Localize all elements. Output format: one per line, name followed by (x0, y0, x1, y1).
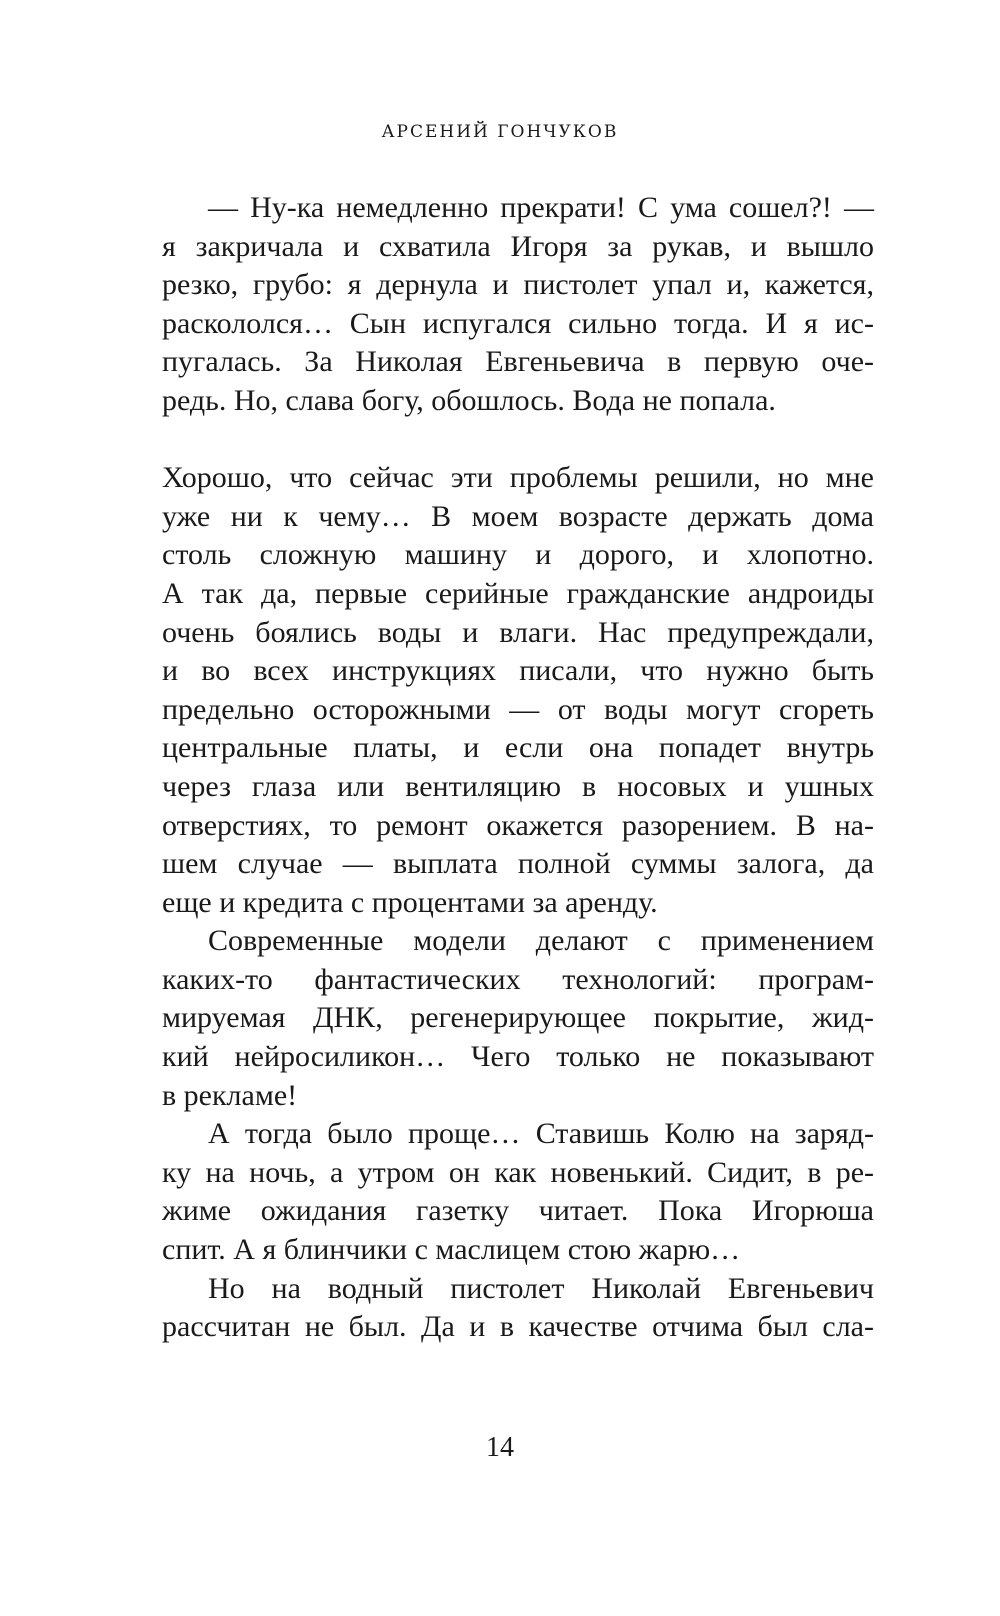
text-line: спит. А я блинчики с маслицем стою жарю… (162, 1233, 741, 1267)
text-line: Но на водный пистолет Николай Евгеньевич (208, 1271, 874, 1305)
text-line: ку на ночь, а утром он как новенький. Сидит, в ре- (162, 1155, 874, 1189)
text-line: в рекламе! (162, 1078, 298, 1112)
text-line: А тогда было проще… Ставишь Колю на заряд- (208, 1117, 874, 1151)
text-line: столь сложную машину и дорого, и хлопотно. (162, 538, 874, 572)
text-line: пугалась. За Николая Евгеньевича в первую оче- (162, 345, 874, 379)
text-line: — Ну-ка немедленно прекрати! С ума сошел?! — (208, 191, 874, 224)
text-line: отверстиях, то ремонт окажется разорением. В на- (162, 808, 874, 842)
text-line: мируемая ДНК, регенерирующее покрытие, жид- (162, 1001, 874, 1035)
text-line: редь. Но, слава богу, обошлось. Вода не попала. (162, 383, 776, 417)
text-line: и во всех инструкциях писали, что нужно быть (162, 654, 874, 688)
text-line: я закричала и схватила Игоря за рукав, и вышло (162, 229, 874, 263)
text-line: кий нейросиликон… Чего только не показывают (162, 1040, 874, 1074)
text-line: А так да, первые серийные гражданские андроиды (162, 576, 874, 610)
text-line: шем случае — выплата полной суммы залога, да (162, 847, 874, 881)
running-head-author: АРСЕНИЙ ГОНЧУКОВ (381, 122, 619, 142)
text-line: центральные платы, и если она попадет внутрь (162, 731, 874, 765)
text-line: еще и кредита с процентами за аренду. (162, 885, 658, 919)
text-line: Современные модели делают с применением (208, 924, 874, 958)
section-break (162, 421, 874, 460)
text-line: жиме ожидания газетку читает. Пока Игорюша (162, 1194, 874, 1228)
text-line: раскололся… Сын испугался сильно тогда. И я ис- (162, 306, 874, 340)
text-line: рассчитан не был. Да и в качестве отчима был сла- (162, 1310, 874, 1344)
text-line: резко, грубо: я дернула и пистолет упал и, кажется, (162, 268, 874, 302)
text-line: уже ни к чему… В моем возрасте держать дома (162, 499, 874, 533)
text-line: очень боялись воды и влаги. Нас предупреждали, (162, 615, 874, 649)
main-text (162, 189, 874, 1347)
page-number: 14 (486, 1432, 514, 1463)
text-line: Хорошо, что сейчас эти проблемы решили, но мне (162, 461, 874, 495)
text-line: каких-то фантастических технологий: програм- (162, 962, 874, 996)
text-line: через глаза или вентиляцию в носовых и ушных (162, 769, 874, 803)
text-line: предельно осторожными — от воды могут сгореть (162, 692, 874, 726)
